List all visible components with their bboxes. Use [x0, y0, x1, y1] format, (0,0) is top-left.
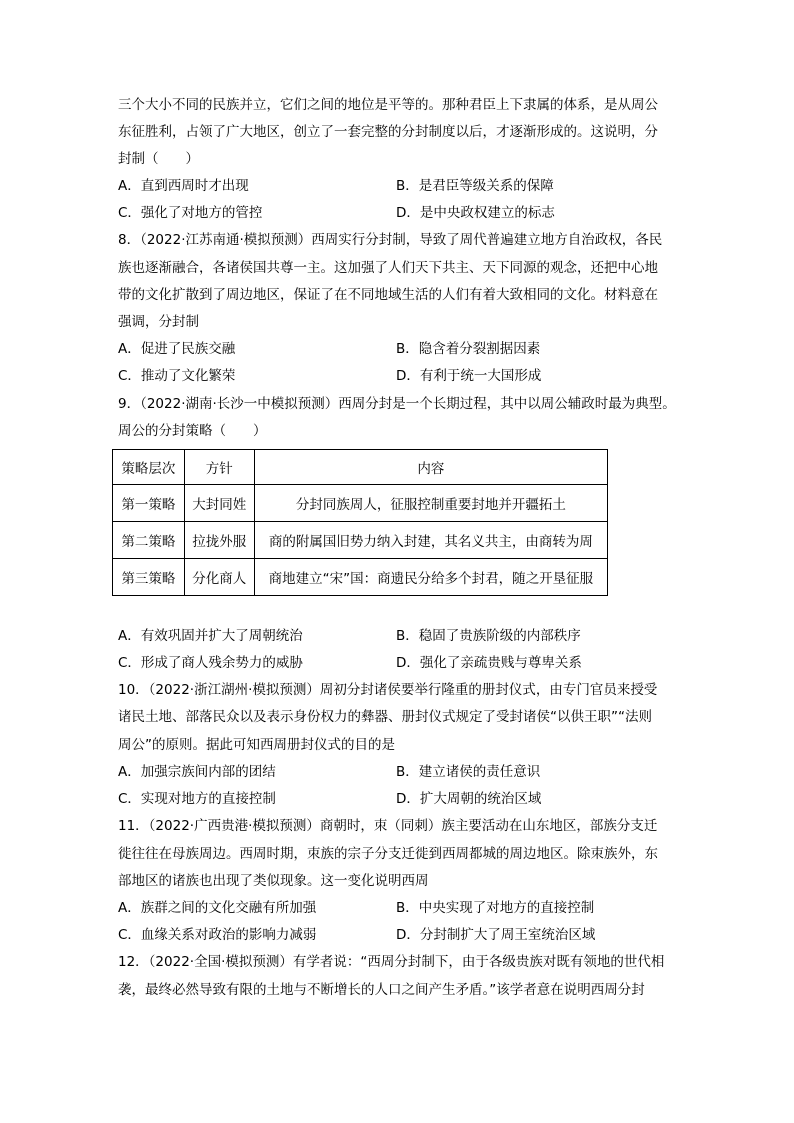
q7-stem-line-2: 东征胜利，占领了广大地区，创立了一套完整的分封制度以后，才逐渐形成的。这说明，分 [118, 124, 658, 140]
q11-stem-line-3: 部地区的诸族也出现了类似现象。这一变化说明西周 [118, 873, 429, 889]
table-cell: 拉拢外服 [184, 522, 254, 559]
q11-option-b: B．中央实现了对地方的直接控制 [396, 900, 595, 916]
q10-option-a: A．加强宗族间内部的团结 [118, 764, 276, 780]
q7-option-c: C．强化了对地方的管控 [118, 205, 263, 221]
table-cell: 第二策略 [113, 522, 185, 559]
table-cell: 分封同族周人，征服控制重要封地并开疆拓土 [254, 485, 607, 522]
table-header-cell: 策略层次 [113, 450, 185, 485]
table-header-cell: 内容 [254, 450, 607, 485]
q7-option-a: A．直到西周时才出现 [118, 178, 249, 194]
q8-option-b: B．隐含着分裂割据因素 [396, 341, 541, 357]
table-row [113, 559, 608, 596]
table-header-cell: 方针 [184, 450, 254, 485]
table-cell: 第一策略 [113, 485, 185, 522]
table-row [113, 485, 608, 522]
q7-stem-line-1: 三个大小不同的民族并立，它们之间的地位是平等的。那种君臣上下隶属的体系，是从周公 [118, 97, 658, 113]
q11-option-a: A．族群之间的文化交融有所加强 [118, 900, 317, 916]
q8-stem-line-4: 强调，分封制 [118, 314, 199, 330]
q8-option-a: A．促进了民族交融 [118, 341, 236, 357]
q10-stem-line-2: 诸民土地、部落民众以及表示身份权力的彝器、册封仪式规定了受封诸侯“以供王职”“法则 [118, 709, 652, 725]
q8-stem-line-3: 带的文化扩散到了周边地区，保证了在不同地域生活的人们有着大致相同的文化。材料意在 [118, 287, 658, 303]
q9-strategy-table [112, 449, 608, 596]
q7-stem-line-3: 封制（ ） [118, 151, 199, 167]
q8-option-d: D．有利于统一大国形成 [396, 368, 542, 384]
q10-option-b: B．建立诸侯的责任意识 [396, 764, 541, 780]
q12-stem-line-1: 12．（2022·全国·模拟预测）有学者说：“西周分封制下，由于各级贵族对既有领地的世代相 [118, 954, 665, 970]
q8-stem-line-2: 族也逐渐融合，各诸侯国共尊一主。这加强了人们天下共主、天下同源的观念，还把中心地 [118, 260, 658, 276]
q11-stem-line-2: 徙往往在母族周边。西周时期，朿族的宗子分支迁徙到西周都城的周边地区。除朿族外，东 [118, 846, 658, 862]
table-cell: 大封同姓 [184, 485, 254, 522]
q10-stem-line-1: 10．（2022·浙江湖州·模拟预测）周初分封诸侯要举行隆重的册封仪式，由专门官员来授受 [118, 682, 658, 698]
q9-stem-line-2: 周公的分封策略（ ） [118, 423, 267, 439]
q9-option-b: B．稳固了贵族阶级的内部秩序 [396, 628, 581, 644]
q9-stem-line-1: 9．（2022·湖南·长沙一中模拟预测）西周分封是一个长期过程，其中以周公辅政时最为典型。 [118, 396, 676, 412]
q10-stem-line-3: 周公”的原则。据此可知西周册封仪式的目的是 [118, 737, 395, 753]
q7-option-d: D．是中央政权建立的标志 [396, 205, 555, 221]
table-header-row [113, 450, 608, 485]
q11-option-c: C．血缘关系对政治的影响力减弱 [118, 927, 317, 943]
q10-option-c: C．实现对地方的直接控制 [118, 791, 276, 807]
table-cell: 分化商人 [184, 559, 254, 596]
q12-stem-line-2: 袭，最终必然导致有限的土地与不断增长的人口之间产生矛盾。”该学者意在说明西周分封 [118, 982, 645, 998]
table-cell: 商的附属国旧势力纳入封建，其名义共主，由商转为周 [254, 522, 607, 559]
q9-option-c: C．形成了商人残余势力的威胁 [118, 655, 303, 671]
q10-option-d: D．扩大周朝的统治区域 [396, 791, 542, 807]
table-cell: 第三策略 [113, 559, 185, 596]
table-row [113, 522, 608, 559]
q9-option-a: A．有效巩固并扩大了周朝统治 [118, 628, 303, 644]
table-cell: 商地建立“宋”国：商遗民分给多个封君，随之开垦征服 [254, 559, 607, 596]
q11-option-d: D．分封制扩大了周王室统治区域 [396, 927, 596, 943]
q8-option-c: C．推动了文化繁荣 [118, 368, 236, 384]
q7-option-b: B．是君臣等级关系的保障 [396, 178, 554, 194]
q8-stem-line-1: 8．（2022·江苏南通·模拟预测）西周实行分封制，导致了周代普遍建立地方自治政权，各民 [118, 232, 663, 248]
q9-option-d: D．强化了亲疏贵贱与尊卑关系 [396, 655, 582, 671]
q11-stem-line-1: 11．（2022·广西贵港·模拟预测）商朝时，朿（同刺）族主要活动在山东地区，部族分支迁 [118, 818, 658, 834]
